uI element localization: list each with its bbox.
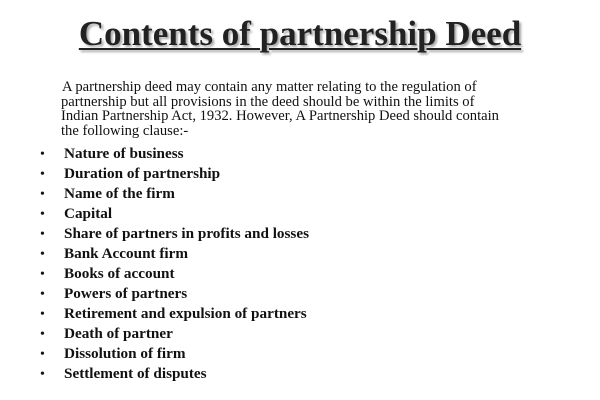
bullet-icon: •	[40, 287, 45, 302]
bullet-icon: •	[40, 307, 45, 322]
bullet-icon: •	[40, 347, 45, 362]
slide-title: Contents of partnership Deed	[78, 14, 522, 53]
list-item	[40, 204, 309, 224]
bullet-icon: •	[40, 267, 45, 282]
intro-line: A partnership deed may contain any matter relating to the regulation of	[62, 79, 477, 95]
list-item	[40, 264, 309, 284]
clause-text: Death of partner	[64, 325, 173, 342]
bullet-icon: •	[40, 247, 45, 262]
list-item	[40, 304, 309, 324]
clause-text: Powers of partners	[64, 285, 188, 302]
list-item	[40, 244, 309, 264]
bullet-icon: •	[40, 227, 45, 242]
clause-text: Dissolution of firm	[64, 345, 186, 362]
bullet-icon: •	[40, 187, 45, 202]
list-item	[40, 364, 309, 384]
clause-text: Duration of partnership	[64, 165, 221, 182]
intro-line: Indian Partnership Act, 1932. However, A Partnership Deed should contain	[61, 108, 499, 124]
clause-text: Name of the firm	[64, 185, 175, 202]
clause-text: Retirement and expulsion of partners	[64, 305, 307, 322]
bullet-icon: •	[40, 367, 45, 382]
bullet-icon: •	[40, 167, 45, 182]
list-item	[40, 344, 309, 364]
bullet-icon: •	[40, 327, 45, 342]
list-item	[40, 144, 309, 164]
intro-line: partnership but all provisions in the deed should be within the limits of	[61, 93, 475, 110]
clause-list	[40, 144, 309, 384]
clause-text: Books of account	[64, 265, 175, 282]
list-item	[40, 184, 309, 204]
list-item	[40, 284, 309, 304]
clause-text: Share of partners in profits and losses	[64, 225, 309, 242]
intro-line: the following clause:-	[61, 122, 189, 139]
list-item	[40, 164, 309, 184]
clause-text: Nature of business	[64, 145, 184, 162]
clause-text: Bank Account firm	[64, 245, 189, 262]
list-item	[40, 224, 309, 244]
bullet-icon: •	[40, 207, 45, 222]
list-item	[40, 324, 309, 344]
intro-paragraph	[62, 80, 552, 138]
bullet-icon: •	[40, 147, 45, 162]
clause-text: Settlement of disputes	[64, 365, 207, 382]
clause-text: Capital	[64, 205, 113, 222]
